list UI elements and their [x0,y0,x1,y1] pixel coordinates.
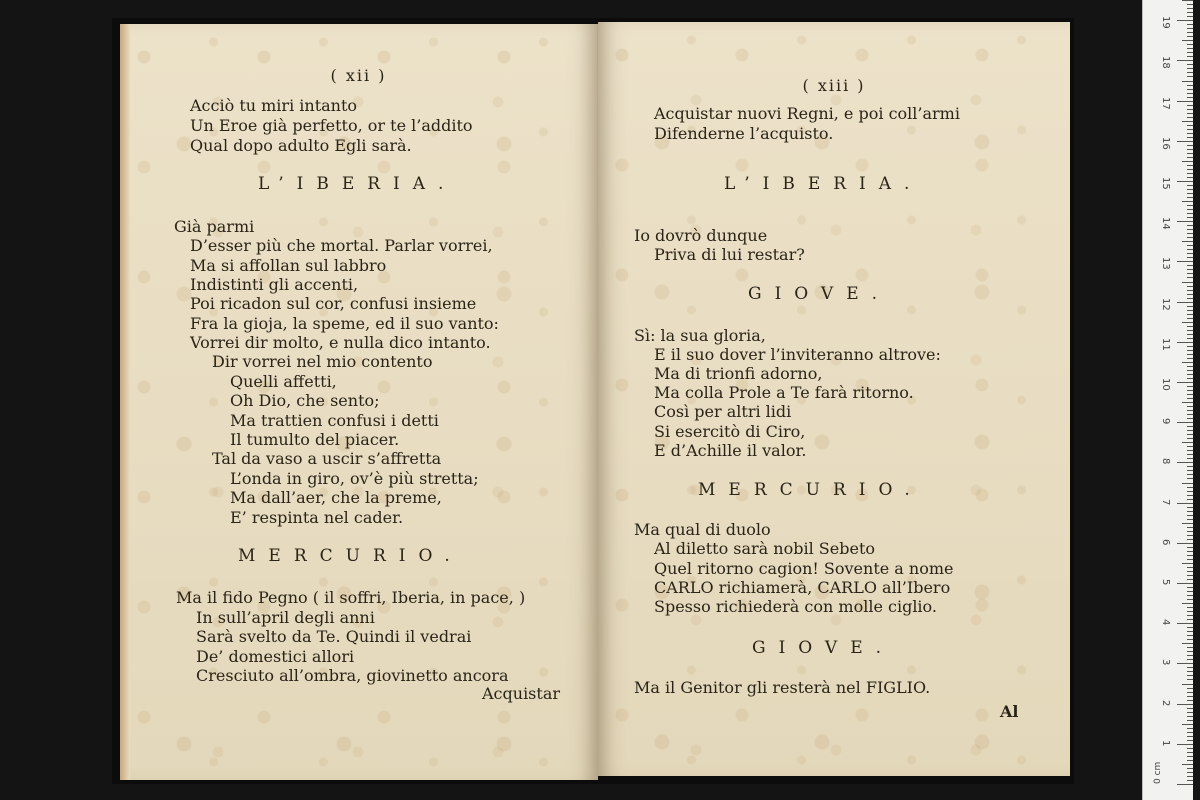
ruler-tick [1187,125,1193,126]
ruler-number: 2 [1160,699,1171,706]
right-page [598,22,1070,776]
ruler-tick [1187,728,1193,729]
ruler-tick [1182,724,1193,725]
ruler-tick [1187,507,1193,508]
ruler-tick [1187,24,1193,25]
ruler-tick [1187,298,1193,299]
ruler-tick [1182,40,1193,41]
ruler-tick [1187,249,1193,250]
ruler-tick [1187,193,1193,194]
ruler-tick [1187,12,1193,13]
ruler-number: 1 [1160,739,1171,747]
ruler-tick [1187,185,1193,186]
ruler-tick [1187,129,1193,130]
ruler-tick [1187,511,1193,512]
ruler-number: 3 [1160,659,1171,666]
ruler-tick [1182,402,1193,403]
ruler-number: 14 [1160,217,1171,230]
ruler-tick [1187,495,1193,496]
ruler-tick [1187,197,1193,198]
ruler-tick [1187,8,1193,9]
ruler-tick [1187,627,1193,628]
ruler-tick [1177,744,1193,745]
verse-line: Spesso richiederà con molle ciglio. [654,597,937,616]
ruler-tick [1187,615,1193,616]
ruler-tick [1182,282,1193,283]
ruler-tick [1187,700,1193,701]
verse-line: Quelli affetti, [230,372,337,391]
verse-line: Già parmi [174,217,255,236]
verse-line: Poi ricadon sul cor, confusi insieme [190,294,477,313]
ruler-tick [1187,149,1193,150]
ruler-tick [1187,286,1193,287]
ruler-number: 15 [1160,177,1171,190]
verse-line: Priva di lui restar? [654,245,805,264]
ruler-tick [1187,97,1193,98]
verse-line: Sì: la sua gloria, [634,326,766,345]
ruler-tick [1187,177,1193,178]
ruler-tick [1187,36,1193,37]
ruler-tick [1187,209,1193,210]
ruler-tick [1187,48,1193,49]
ruler-tick [1182,0,1193,1]
ruler-number: 6 [1160,538,1171,546]
ruler-tick [1187,679,1193,680]
ruler-tick [1187,756,1193,757]
verse-line: Tal da vaso a uscir s’affretta [212,449,442,468]
ruler-tick [1187,109,1193,110]
ruler-tick [1187,619,1193,620]
ruler-tick [1187,277,1193,278]
ruler-tick [1187,165,1193,166]
ruler-tick [1182,121,1193,122]
ruler-tick [1177,462,1193,463]
verse-line: Vorrei dir molto, e nulla dico intanto. [190,333,491,352]
ruler-tick [1187,772,1193,773]
ruler-tick [1187,450,1193,451]
ruler-tick [1187,189,1193,190]
ruler-tick [1187,547,1193,548]
verse-line: E d’Achille il valor. [654,441,807,460]
ruler-tick [1187,527,1193,528]
ruler-tick [1187,32,1193,33]
ruler-tick [1182,81,1193,82]
speaker-heading: GIOVE. [748,284,891,304]
ruler-tick [1177,141,1193,142]
ruler-tick [1187,748,1193,749]
ruler-tick [1187,446,1193,447]
ruler-tick [1187,137,1193,138]
ruler-tick [1187,410,1193,411]
ruler-tick [1182,201,1193,202]
ruler-tick [1187,519,1193,520]
verse-line: Quel ritorno cagion! Sovente a nome [654,559,954,578]
ruler-tick [1187,716,1193,717]
ruler-tick [1187,350,1193,351]
ruler-number: 9 [1160,418,1171,425]
ruler-tick [1182,563,1193,564]
ruler-tick [1187,273,1193,274]
verse-line: Al diletto sarà nobil Sebeto [654,539,876,558]
ruler-tick [1187,318,1193,319]
ruler-tick [1182,322,1193,323]
ruler-tick [1187,85,1193,86]
ruler-tick [1177,261,1193,262]
verse-line: Ma il Genitor gli resterà nel FIGLIO. [634,678,931,697]
verse-line: Un Eroe già perfetto, or te l’addito [190,116,473,135]
ruler-tick [1182,362,1193,363]
page-number-left: ( xii ) [330,66,387,85]
ruler-tick [1187,257,1193,258]
ruler-tick [1177,382,1193,383]
ruler-tick [1187,591,1193,592]
ruler-tick [1187,52,1193,53]
ruler-tick [1187,776,1193,777]
ruler-tick [1177,422,1193,423]
ruler-tick [1187,696,1193,697]
ruler-tick [1187,611,1193,612]
verse-line: Il tumulto del piacer. [230,430,400,449]
ruler-tick [1187,647,1193,648]
ruler-tick [1187,370,1193,371]
ruler-tick [1187,768,1193,769]
ruler-tick [1177,784,1193,785]
verse-line: Difenderne l’acquisto. [654,124,834,143]
ruler-tick [1182,684,1193,685]
ruler-number: 19 [1160,16,1171,29]
verse-line: Ma dall’aer, che la preme, [230,488,442,507]
ruler-tick [1177,704,1193,705]
ruler-tick [1187,438,1193,439]
ruler-tick [1187,68,1193,69]
ruler-tick [1187,659,1193,660]
verse-line: Ma colla Prole a Te farà ritorno. [654,383,914,402]
ruler-tick [1187,225,1193,226]
ruler-tick [1187,595,1193,596]
ruler-tick [1187,515,1193,516]
ruler-tick [1187,217,1193,218]
ruler-tick [1177,583,1193,584]
ruler-tick [1187,93,1193,94]
ruler-tick [1187,740,1193,741]
ruler-tick [1182,603,1193,604]
ruler-tick [1187,253,1193,254]
verse-line: Ma il fido Pegno ( il soffri, Iberia, in pace, ) [176,588,526,607]
ruler-tick [1187,338,1193,339]
ruler-tick [1187,474,1193,475]
ruler-tick [1187,732,1193,733]
ruler-number: 18 [1160,56,1171,70]
ruler-tick [1187,229,1193,230]
ruler-tick [1182,764,1193,765]
left-page [120,24,598,780]
ruler-tick [1187,567,1193,568]
ruler-tick [1187,269,1193,270]
ruler-tick [1187,44,1193,45]
ruler-tick [1187,414,1193,415]
ruler-tick [1187,651,1193,652]
verse-line: Fra la gioja, la speme, ed il suo vanto: [190,314,499,333]
ruler-tick [1177,181,1193,182]
catchword: Al [1000,702,1019,721]
verse-line: L’onda in giro, ov’è più stretta; [230,469,479,488]
verse-line: E il suo dover l’inviteranno altrove: [654,345,941,364]
ruler-tick [1187,306,1193,307]
ruler-tick [1187,76,1193,77]
ruler-tick [1187,205,1193,206]
ruler-tick [1177,20,1193,21]
ruler-tick [1187,752,1193,753]
ruler-tick [1187,113,1193,114]
ruler-tick [1187,607,1193,608]
ruler-number: 11 [1160,337,1171,351]
ruler-tick [1177,503,1193,504]
ruler-tick [1187,145,1193,146]
ruler-tick [1187,655,1193,656]
ruler-tick [1187,390,1193,391]
ruler-tick [1187,575,1193,576]
verse-line: D’esser più che mortal. Parlar vorrei, [190,236,493,255]
ruler-tick [1187,736,1193,737]
verse-line: E’ respinta nel cader. [230,508,404,527]
ruler-tick [1187,454,1193,455]
ruler-tick [1187,72,1193,73]
ruler-tick [1187,406,1193,407]
ruler-tick [1177,663,1193,664]
ruler-tick [1187,314,1193,315]
ruler-tick [1187,551,1193,552]
ruler-tick [1187,28,1193,29]
ruler-number: 4 [1160,619,1171,626]
ruler-number: 13 [1160,257,1171,271]
ruler-tick [1177,623,1193,624]
ruler-tick [1187,559,1193,560]
verse-line: Indistinti gli accenti, [190,275,359,294]
ruler-tick [1187,265,1193,266]
verse-line: Ma trattien confusi i detti [230,411,439,430]
verse-line: Ma qual di duolo [634,520,771,539]
ruler-tick [1182,523,1193,524]
verse-line: Ma di trionfi adorno, [654,364,823,383]
ruler-tick [1182,643,1193,644]
ruler-tick [1177,302,1193,303]
verse-line: Acciò tu miri intanto [190,96,358,115]
ruler-tick [1187,430,1193,431]
ruler-tick [1187,434,1193,435]
ruler-tick [1187,386,1193,387]
ruler-tick [1187,290,1193,291]
ruler-tick [1187,688,1193,689]
ruler-tick [1187,631,1193,632]
ruler-tick [1187,555,1193,556]
ruler-tick [1187,720,1193,721]
ruler-tick [1187,675,1193,676]
ruler-tick [1187,478,1193,479]
ruler-tick [1187,531,1193,532]
ruler-tick [1187,587,1193,588]
ruler-tick [1187,466,1193,467]
ruler-tick [1187,394,1193,395]
speaker-heading: L’IBERIA. [724,174,923,194]
verse-line: Io dovrò dunque [634,226,768,245]
verse-line: In sull’april degli anni [196,608,375,627]
ruler-number: 12 [1160,297,1171,311]
verse-line: Dir vorrei nel mio contento [212,352,433,371]
ruler-number: 5 [1160,579,1171,586]
verse-line: Qual dopo adulto Egli sarà. [190,136,412,155]
ruler-unit-label: 0 cm [1153,761,1163,784]
ruler-tick [1187,374,1193,375]
ruler-tick [1177,342,1193,343]
verse-line: Si esercitò di Ciro, [654,422,806,441]
ruler-tick [1187,579,1193,580]
ruler-tick [1187,692,1193,693]
ruler-tick [1177,60,1193,61]
ruler-tick [1182,483,1193,484]
ruler-tick [1187,173,1193,174]
ruler-tick [1187,426,1193,427]
ruler-tick [1187,310,1193,311]
ruler-tick [1187,487,1193,488]
ruler-tick [1182,161,1193,162]
ruler-number: 7 [1160,498,1171,505]
speaker-heading: MERCURIO. [238,546,463,566]
speaker-heading: L’IBERIA. [258,174,457,194]
verse-line: Così per altri lidi [654,402,792,421]
ruler-tick [1187,366,1193,367]
ruler-tick [1187,157,1193,158]
ruler-tick [1187,708,1193,709]
ruler-tick [1187,491,1193,492]
ruler-tick [1187,499,1193,500]
ruler-tick [1187,330,1193,331]
ruler-tick [1187,153,1193,154]
ruler-tick [1187,133,1193,134]
verse-line: Sarà svelto da Te. Quindi il vedrai [196,627,472,646]
ruler-number: 10 [1160,378,1171,391]
ruler-tick [1187,712,1193,713]
ruler-tick [1187,334,1193,335]
ruler-tick [1187,16,1193,17]
ruler-tick [1187,105,1193,106]
ruler-tick [1187,354,1193,355]
speaker-heading: MERCURIO. [698,480,923,500]
ruler-tick [1187,535,1193,536]
ruler-tick [1187,346,1193,347]
verse-line: Ma si affollan sul labbro [190,256,387,275]
ruler-tick [1187,64,1193,65]
verse-line: Acquistar nuovi Regni, e poi coll’armi [654,104,960,123]
ruler-tick [1187,458,1193,459]
ruler-tick [1187,470,1193,471]
ruler-tick [1187,539,1193,540]
ruler-tick [1187,760,1193,761]
ruler-tick [1187,571,1193,572]
ruler-tick [1187,398,1193,399]
ruler-tick [1187,671,1193,672]
verse-line: Oh Dio, che sento; [230,391,380,410]
verse-line: Cresciuto all’ombra, giovinetto ancora [196,666,509,685]
ruler-tick [1187,418,1193,419]
ruler-tick [1187,117,1193,118]
ruler-tick [1187,639,1193,640]
ruler-tick [1187,169,1193,170]
ruler-tick [1187,780,1193,781]
ruler-tick [1177,543,1193,544]
ruler-tick [1187,237,1193,238]
catchword: Acquistar [482,684,561,703]
ruler-tick [1187,245,1193,246]
ruler-tick [1187,635,1193,636]
ruler-tick [1187,56,1193,57]
ruler-tick [1187,4,1193,5]
ruler-tick [1187,89,1193,90]
ruler-tick [1187,233,1193,234]
ruler-tick [1177,221,1193,222]
page-number-right: ( xiii ) [802,76,866,95]
page-edge [120,24,130,780]
verse-line: CARLO richiamerà, CARLO all’Ibero [654,578,951,597]
speaker-heading: GIOVE. [752,638,895,658]
ruler-tick [1182,241,1193,242]
ruler-tick [1187,599,1193,600]
measuring-ruler [1142,0,1193,800]
ruler-tick [1187,358,1193,359]
ruler-tick [1187,378,1193,379]
ruler-tick [1187,667,1193,668]
ruler-tick [1177,101,1193,102]
ruler-tick [1182,442,1193,443]
ruler-tick [1187,294,1193,295]
ruler-number: 17 [1160,96,1171,110]
ruler-tick [1187,326,1193,327]
ruler-number: 8 [1160,458,1171,465]
verse-line: De’ domestici allori [196,647,355,666]
ruler-tick [1187,213,1193,214]
ruler-number: 16 [1160,136,1171,150]
